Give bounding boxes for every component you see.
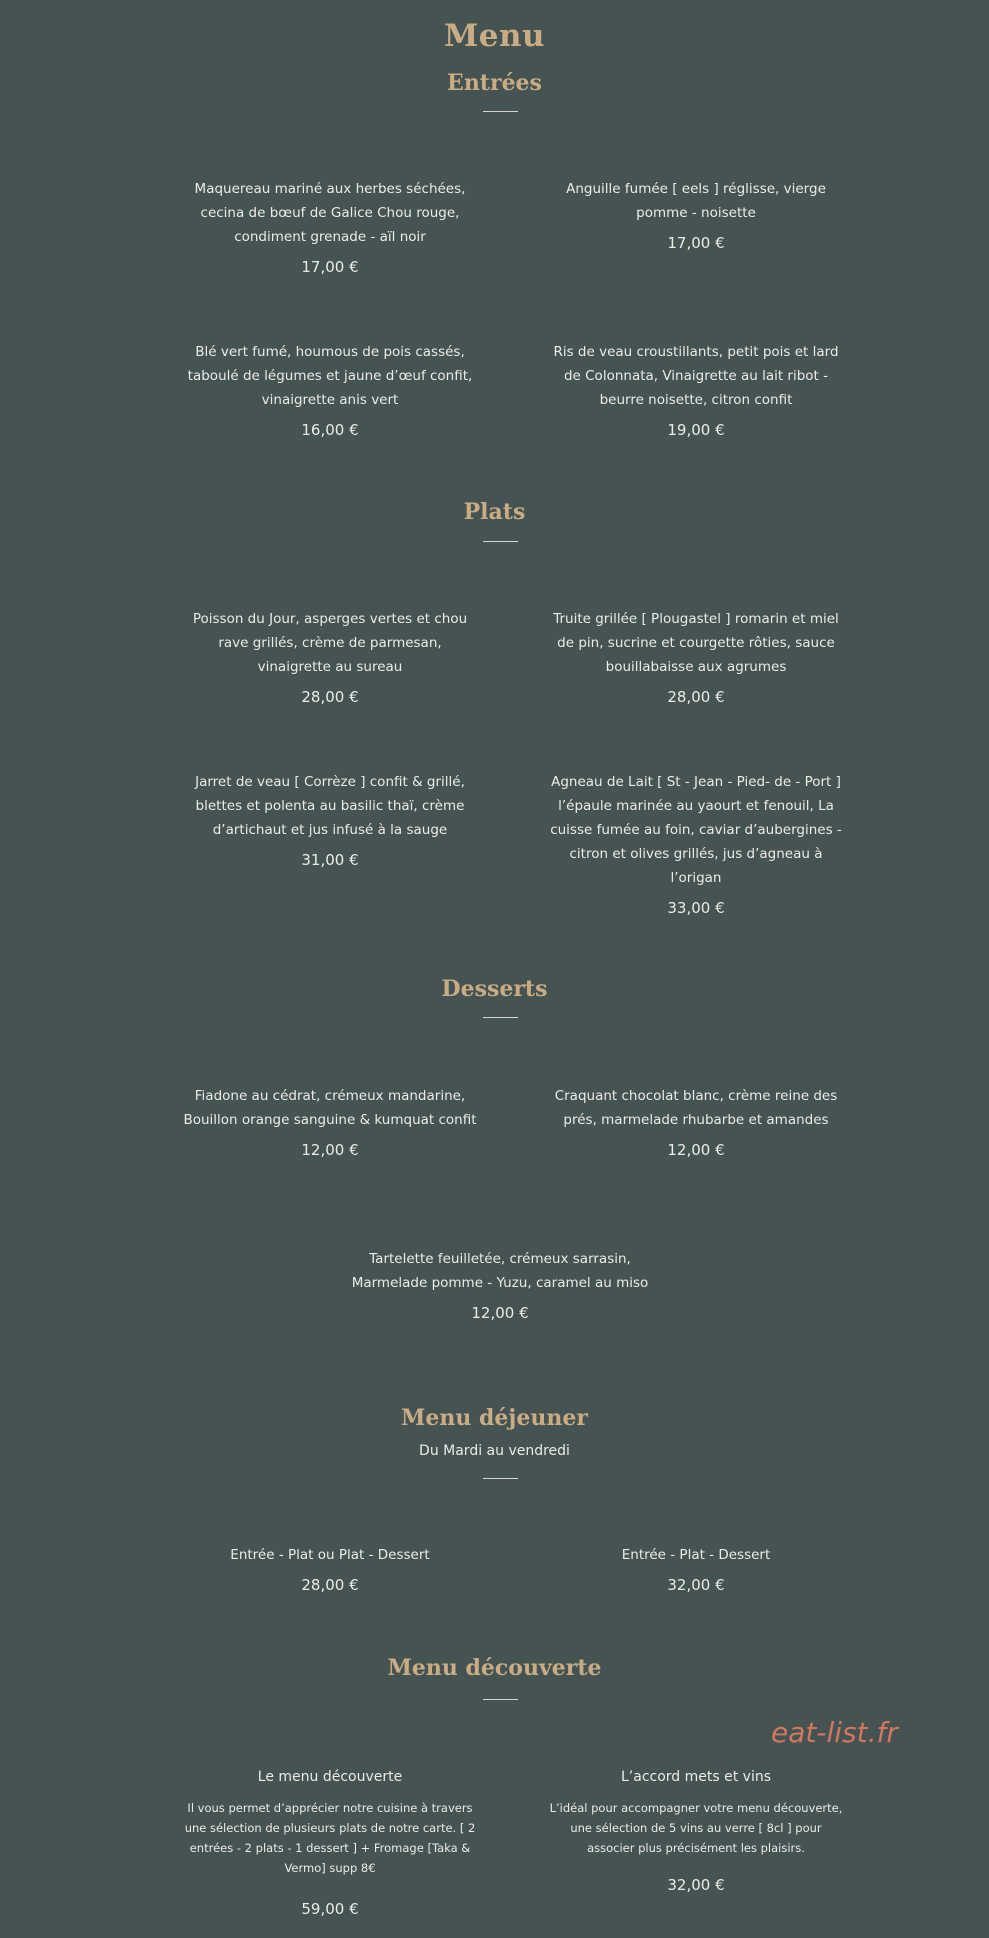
- item-price: 31,00 €: [301, 851, 359, 869]
- item-price: 59,00 €: [301, 1900, 359, 1918]
- item-price: 28,00 €: [667, 688, 725, 706]
- menu-item: [546, 1766, 846, 1894]
- section-subtitle: Du Mardi au vendredi: [419, 1443, 570, 1459]
- item-description: Entrée - Plat - Dessert: [621, 1547, 771, 1563]
- item-price: 12,00 €: [667, 1141, 725, 1159]
- section-heading-desserts: Desserts: [441, 976, 548, 1002]
- item-price: 28,00 €: [301, 688, 359, 706]
- item-name: Le menu découverte: [257, 1769, 403, 1785]
- item-price: 17,00 €: [301, 258, 359, 276]
- item-description: Il vous permet d’apprécier notre cuisine à travers une sélection de plusieurs plats de notre carte. [ 2 entrées - 2 plats - 1 dessert ] + Fromage [Taka & Vermo] supp 8€: [184, 1801, 476, 1875]
- item-description: Anguille fumée [ eels ] réglisse, vierge pomme - noisette: [566, 181, 826, 221]
- section-divider: [483, 1017, 518, 1018]
- menu-item: [180, 1084, 480, 1159]
- item-price: 17,00 €: [667, 234, 725, 252]
- item-description: Truite grillée [ Plougastel ] romarin et miel de pin, sucrine et courgette rôties, sauce bouillabaisse aux agrumes: [553, 611, 839, 675]
- item-description: Agneau de Lait [ St - Jean - Pied- de - Port ] l’épaule marinée au yaourt et fenouil, La cuisse fumée au foin, caviar d’aubergines - citron et olives grillés, jus d’agneau à l’origan: [550, 774, 842, 886]
- item-description: Fiadone au cédrat, crémeux mandarine, Bouillon orange sanguine & kumquat confit: [183, 1088, 477, 1128]
- menu-item: [180, 607, 480, 706]
- item-price: 32,00 €: [667, 1576, 725, 1594]
- menu-item: [180, 340, 480, 439]
- menu-item: [546, 770, 846, 917]
- menu-item: [546, 1543, 846, 1594]
- item-description: Ris de veau croustillants, petit pois et lard de Colonnata, Vinaigrette au lait ribot - beurre noisette, citron confit: [553, 344, 839, 408]
- item-description: Poisson du Jour, asperges vertes et chou rave grillés, crème de parmesan, vinaigrette au sureau: [192, 611, 468, 675]
- section-divider: [483, 1478, 518, 1479]
- item-price: 16,00 €: [301, 421, 359, 439]
- item-description: Maquereau mariné aux herbes séchées, cecina de bœuf de Galice Chou rouge, condiment grenade - aïl noir: [194, 181, 466, 245]
- section-heading-decouverte: Menu découverte: [387, 1655, 602, 1681]
- item-description: Jarret de veau [ Corrèze ] confit & grillé, blettes et polenta au basilic thaï, crème d’artichaut et jus infusé à la sauge: [195, 774, 465, 838]
- menu-item: [350, 1247, 650, 1322]
- item-description: Blé vert fumé, houmous de pois cassés, taboulé de légumes et jaune d’œuf confit, vinaigrette anis vert: [187, 344, 473, 408]
- item-price: 32,00 €: [667, 1876, 725, 1894]
- item-price: 12,00 €: [301, 1141, 359, 1159]
- section-divider: [483, 1699, 518, 1700]
- section-heading-plats: Plats: [463, 499, 526, 525]
- menu-item: [180, 177, 480, 276]
- menu-item: [546, 607, 846, 706]
- section-heading-entrees: Entrées: [447, 70, 542, 96]
- item-price: 28,00 €: [301, 1576, 359, 1594]
- item-price: 33,00 €: [667, 899, 725, 917]
- item-description: Craquant chocolat blanc, crème reine des prés, marmelade rhubarbe et amandes: [554, 1088, 838, 1128]
- item-description: L’idéal pour accompagner votre menu découverte, une sélection de 5 vins au verre [ 8cl ] pour associer plus précisément les plaisirs.: [549, 1801, 843, 1855]
- menu-item: [180, 1543, 480, 1594]
- item-price: 19,00 €: [667, 421, 725, 439]
- section-divider: [483, 111, 518, 112]
- watermark-logo: eat-list.fr: [771, 1716, 898, 1749]
- section-heading-dejeuner: Menu déjeuner: [401, 1405, 588, 1431]
- menu-item: [546, 177, 846, 252]
- menu-item: [180, 1766, 480, 1918]
- item-name: L’accord mets et vins: [620, 1769, 771, 1785]
- menu-item: [546, 340, 846, 439]
- item-description: Tartelette feuilletée, crémeux sarrasin, Marmelade pomme - Yuzu, caramel au miso: [351, 1251, 649, 1291]
- section-divider: [483, 541, 518, 542]
- item-price: 12,00 €: [471, 1304, 529, 1322]
- item-description: Entrée - Plat ou Plat - Dessert: [230, 1547, 430, 1563]
- page-title: Menu: [443, 18, 546, 54]
- menu-item: [180, 770, 480, 869]
- menu-item: [546, 1084, 846, 1159]
